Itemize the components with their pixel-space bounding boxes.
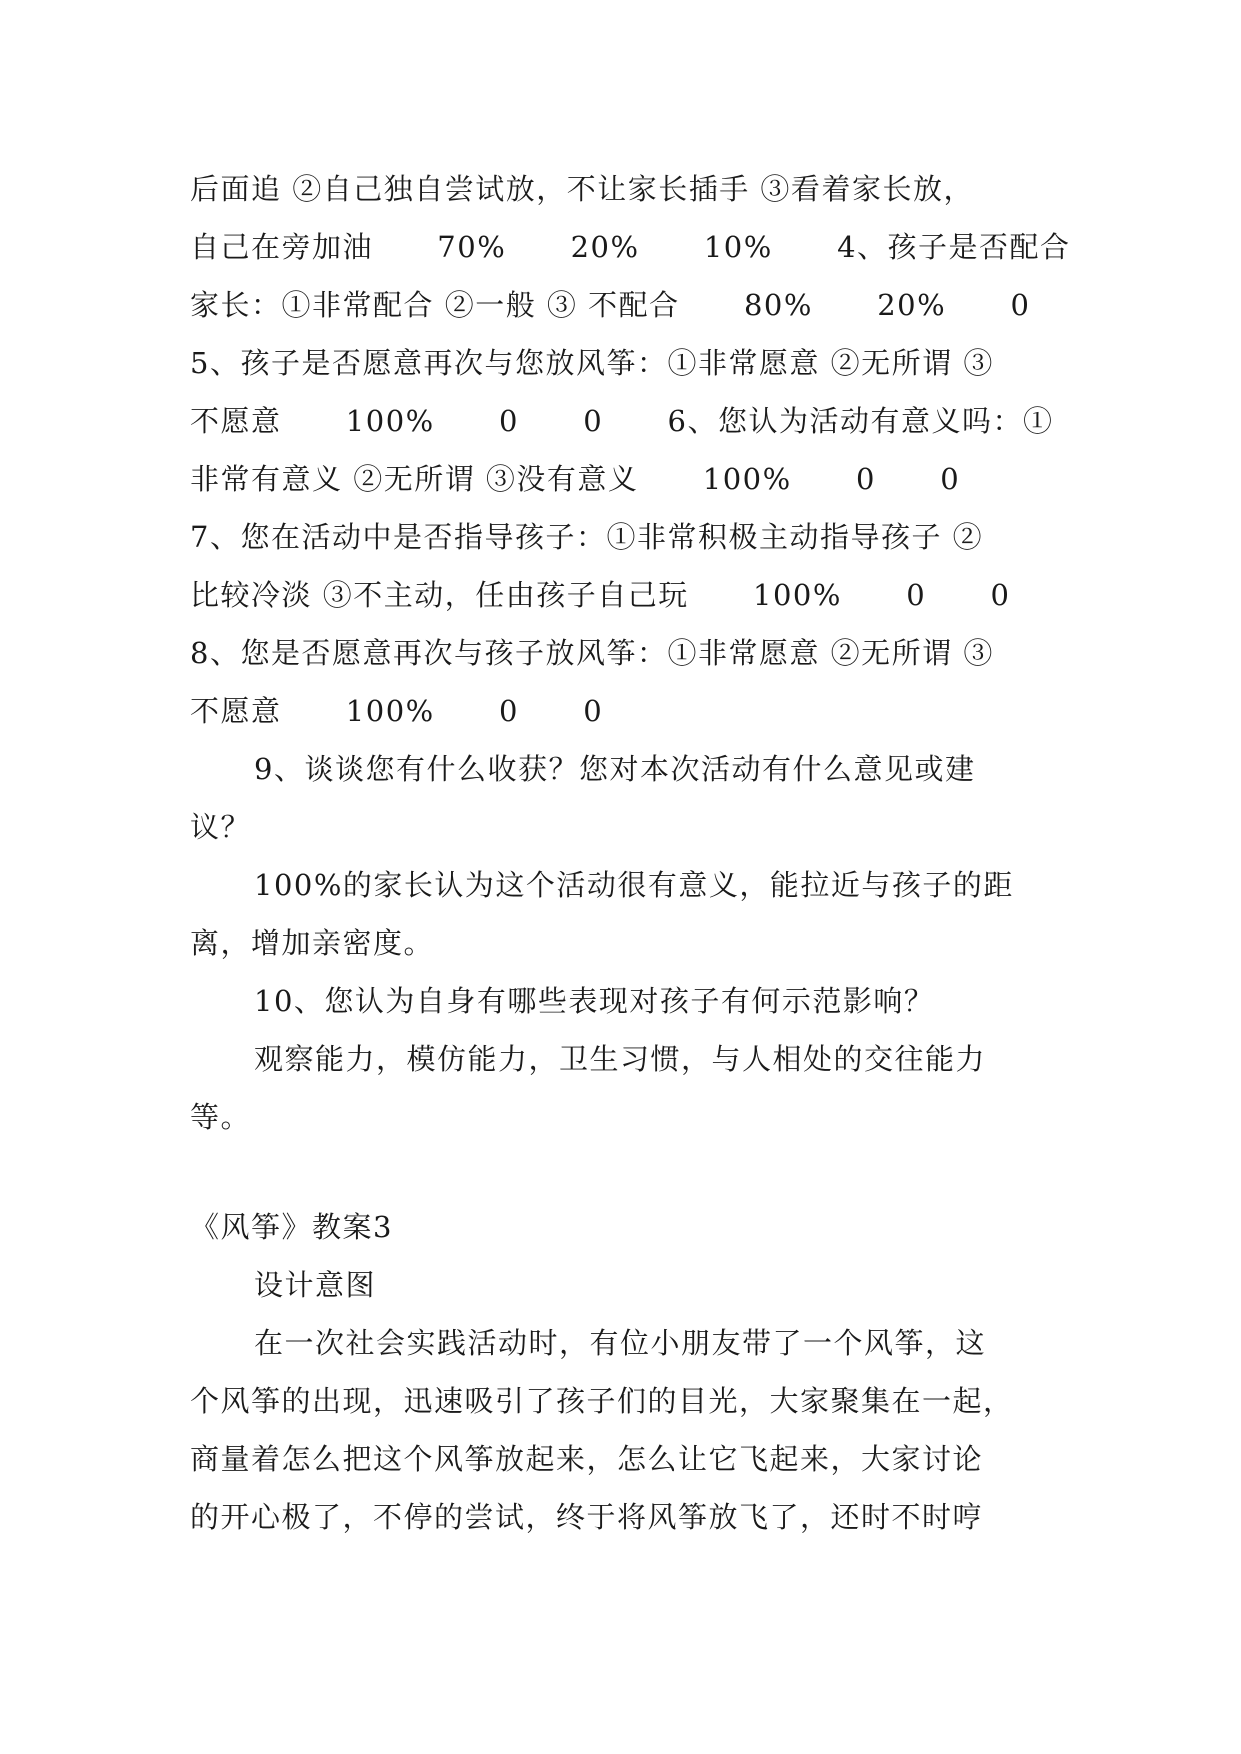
section-gap <box>190 1146 1052 1198</box>
paragraph-line: 在一次社会实践活动时，有位小朋友带了一个风筝，这 <box>254 1326 987 1360</box>
survey-line: 后面追 ②自己独自尝试放，不让家长插手 ③看着家长放， <box>190 172 974 206</box>
answer-9-continued: 离，增加亲密度。 <box>190 926 435 960</box>
survey-line: 比较冷淡 ③不主动，任由孩子自己玩 100% 0 0 <box>190 578 1011 612</box>
question-10: 10、您认为自身有哪些表现对孩子有何示范影响？ <box>254 984 935 1018</box>
survey-line: 5、孩子是否愿意再次与您放风筝：①非常愿意 ②无所谓 ③ <box>190 346 994 380</box>
survey-line: 不愿意 100% 0 0 <box>190 694 604 728</box>
survey-line: 8、您是否愿意再次与孩子放风筝：①非常愿意 ②无所谓 ③ <box>190 636 994 670</box>
survey-line: 家长：①非常配合 ②一般 ③ 不配合 80% 20% 0 <box>190 288 1031 322</box>
section-heading: 设计意图 <box>254 1268 377 1302</box>
paragraph-line: 的开心极了，不停的尝试，终于将风筝放飞了，还时不时哼 <box>190 1500 984 1534</box>
question-9-continued: 议？ <box>190 810 252 844</box>
lesson-title: 《风筝》教案3 <box>190 1210 393 1244</box>
survey-line: 非常有意义 ②无所谓 ③没有意义 100% 0 0 <box>190 462 961 496</box>
question-9: 9、谈谈您有什么收获？您对本次活动有什么意见或建 <box>254 752 976 786</box>
survey-line: 自己在旁加油 70% 20% 10% 4、孩子是否配合 <box>190 230 1071 264</box>
answer-10: 观察能力，模仿能力，卫生习惯，与人相处的交往能力 <box>254 1042 987 1076</box>
answer-9: 100%的家长认为这个活动很有意义，能拉近与孩子的距 <box>254 868 1014 902</box>
survey-line: 不愿意 100% 0 0 6、您认为活动有意义吗：① <box>190 404 1054 438</box>
survey-line: 7、您在活动中是否指导孩子：①非常积极主动指导孩子 ② <box>190 520 984 554</box>
answer-10-continued: 等。 <box>190 1100 252 1134</box>
paragraph-line: 商量着怎么把这个风筝放起来，怎么让它飞起来，大家讨论 <box>190 1442 984 1476</box>
document-body <box>190 160 1071 1546</box>
paragraph-line: 个风筝的出现，迅速吸引了孩子们的目光，大家聚集在一起， <box>190 1384 1014 1418</box>
